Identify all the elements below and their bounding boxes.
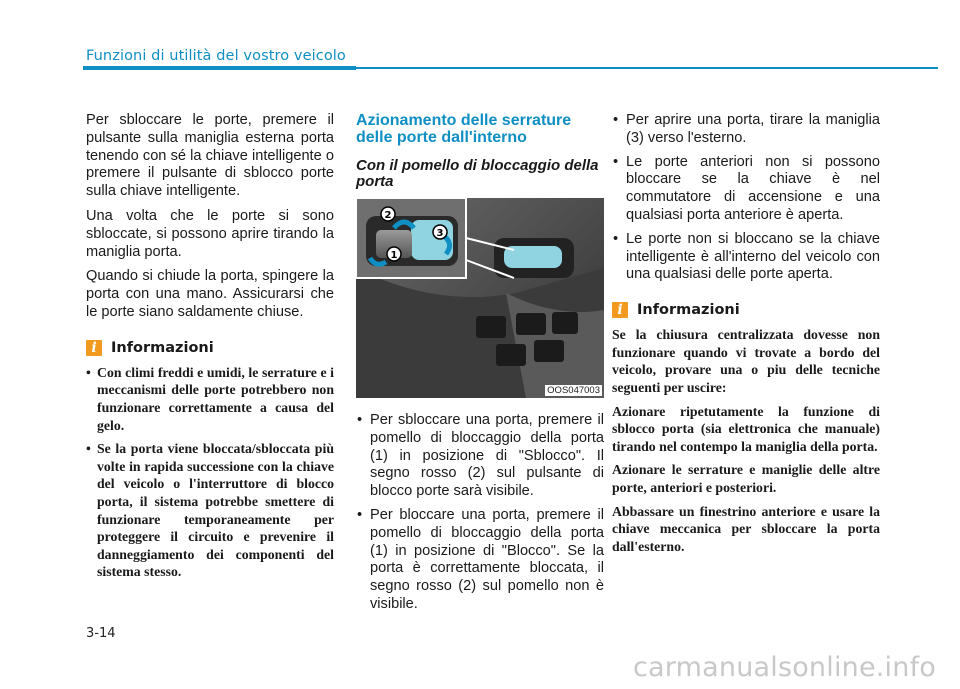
column-right bbox=[612, 112, 880, 561]
info-paragraph: Azionare ripetutamente la funzione di sblocco porta (sia elettronica che manuale) tirando nel contempo la maniglia della porta. bbox=[612, 403, 880, 454]
header-rule-thick bbox=[83, 66, 356, 70]
info-paragraph: Abbassare un finestrino anteriore e usare la chiave meccanica per sbloccare la porta dall'esterno. bbox=[612, 503, 880, 554]
info-paragraph: Azionare le serrature e maniglie delle altre porte, anteriori e posteriori. bbox=[612, 462, 880, 495]
section-subheading: Con il pomello di bloccaggio della porta bbox=[356, 157, 599, 190]
paragraph: Per sbloccare le porte, premere il pulsante sulla maniglia esterna porta tenendo con sé la chiave intelligente o premere il pulsante di sblocco porte sulla chiave intelligente. bbox=[86, 112, 334, 200]
info-list-item: • Con climi freddi e umidi, le serrature e i meccanismi delle porte potrebbero non funzionare correttamente a causa del gelo. bbox=[86, 364, 334, 434]
figure-code: OOS047003 bbox=[547, 385, 600, 396]
door-handle-figure bbox=[356, 198, 604, 398]
info-icon: i bbox=[612, 302, 628, 318]
header-rule-thin bbox=[356, 67, 938, 69]
svg-text:3: 3 bbox=[436, 228, 444, 239]
bullet-item: • Per sbloccare una porta, premere il pomello di bloccaggio della porta (1) in posizione di "Sblocco". Il segno rosso (2) sul pulsante di blocco porte sarà visibile. bbox=[356, 412, 604, 501]
column-left bbox=[86, 112, 334, 587]
bullet-item: • Per bloccare una porta, premere il pomello di bloccaggio della porta (1) in posizione di "Blocco". Se la porta è correttamente bloccata, il segno rosso (2) sul pomello non è visibile. bbox=[356, 507, 604, 614]
info-list-item: • Se la porta viene bloccata/sbloccata più volte in rapida successione con la chiave del veicolo o l'interruttore di blocco porta, il sistema potrebbe smettere di funzionare temporaneamente per proteggere il circuito e prevenire il danneggiamento dei componenti del sistema stesso. bbox=[86, 440, 334, 581]
info-title: Informazioni bbox=[637, 302, 740, 319]
page-number: 3-14 bbox=[86, 626, 116, 641]
bullet-list bbox=[612, 112, 880, 284]
info-header bbox=[86, 340, 334, 356]
info-paragraph: Se la chiusura centralizzata dovesse non funzionare quando vi trovate a bordo del veicolo, provare una o piu delle tecniche seguenti per uscire: bbox=[612, 327, 880, 395]
info-list bbox=[86, 364, 334, 581]
svg-text:2: 2 bbox=[384, 210, 392, 221]
info-icon: i bbox=[86, 340, 102, 356]
bullet-list bbox=[356, 412, 604, 614]
info-header bbox=[612, 302, 880, 318]
door-handle-photo-icon bbox=[356, 198, 604, 398]
paragraph: Quando si chiude la porta, spingere la porta con una mano. Assicurarsi che le porte siano saldamente chiuse. bbox=[86, 268, 334, 320]
info-title: Informazioni bbox=[111, 339, 214, 356]
svg-text:1: 1 bbox=[390, 250, 398, 261]
bullet-item: • Le porte non si bloccano se la chiave intelligente è all'interno del veicolo con una qualsiasi delle porte aperta. bbox=[612, 231, 880, 284]
bullet-item: • Per aprire una porta, tirare la maniglia (3) verso l'esterno. bbox=[612, 112, 880, 148]
column-middle bbox=[356, 112, 604, 620]
watermark: carmanualsonline.info bbox=[633, 652, 936, 683]
bullet-item: • Le porte anteriori non si possono bloccare se la chiave è nel commutatore di accensione e una qualsiasi porta anteriore è aperta. bbox=[612, 154, 880, 225]
paragraph: Una volta che le porte si sono sbloccate, si possono aprire tirando la maniglia porta. bbox=[86, 207, 334, 260]
section-heading: Azionamento delle serrature delle porte dall'interno bbox=[356, 112, 572, 146]
section-title: Funzioni di utilità del vostro veicolo bbox=[86, 48, 346, 64]
